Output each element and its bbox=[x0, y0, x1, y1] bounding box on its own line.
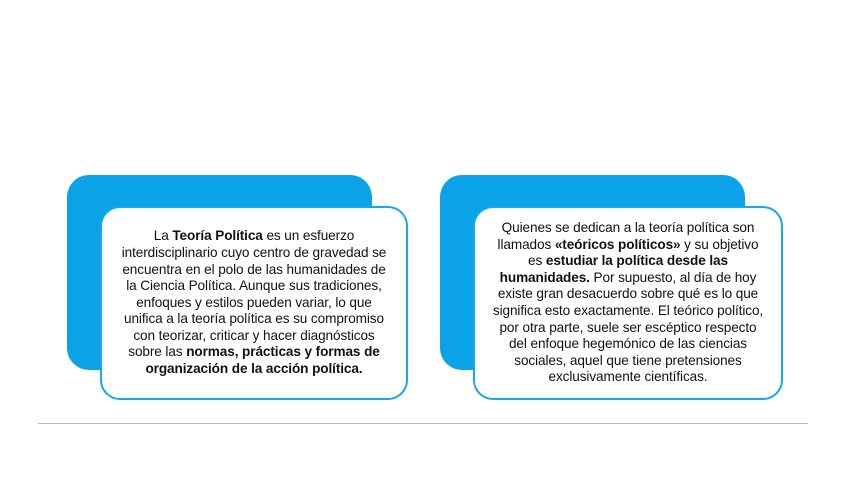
card-teoricos-politicos bbox=[440, 175, 785, 403]
card-paragraph bbox=[116, 228, 392, 377]
card-paragraph bbox=[489, 220, 767, 386]
bold-phrase: normas, prácticas y formas de organización de la acción política. bbox=[145, 344, 380, 377]
bold-phrase: estudiar la política desde las humanidades. bbox=[499, 253, 728, 285]
text-segment: es un esfuerzo interdisciplinario cuyo centro de gravedad se encuentra en el polo de las humanidades de la Ciencia Política. Aunque sus tradiciones, enfoques y estilos pueden variar, lo que unifica a la teoría política es su compromiso con teorizar, criticar y hacer diagnósticos sobre las bbox=[121, 228, 387, 360]
text-segment: y su objetivo es bbox=[528, 236, 759, 269]
text-segment: Quienes se dedican a la teoría política son llamados bbox=[497, 220, 755, 252]
bold-term: Teoría Política bbox=[172, 228, 263, 244]
card-text-box bbox=[473, 206, 783, 400]
horizontal-divider bbox=[38, 423, 808, 424]
bold-term: «teóricos políticos» bbox=[554, 236, 681, 252]
card-teoria-politica bbox=[67, 175, 412, 403]
text-segment: La bbox=[153, 228, 173, 244]
text-segment: Por supuesto, al día de hoy existe gran desacuerdo sobre qué es lo que significa esto exactamente. El teórico político, por otra parte, suele ser escéptico respecto del enfoque hegemónico de las ciencias sociales, aquel que tiene pretensiones exclusivamente científicas. bbox=[492, 269, 764, 385]
card-text-box bbox=[100, 206, 408, 400]
